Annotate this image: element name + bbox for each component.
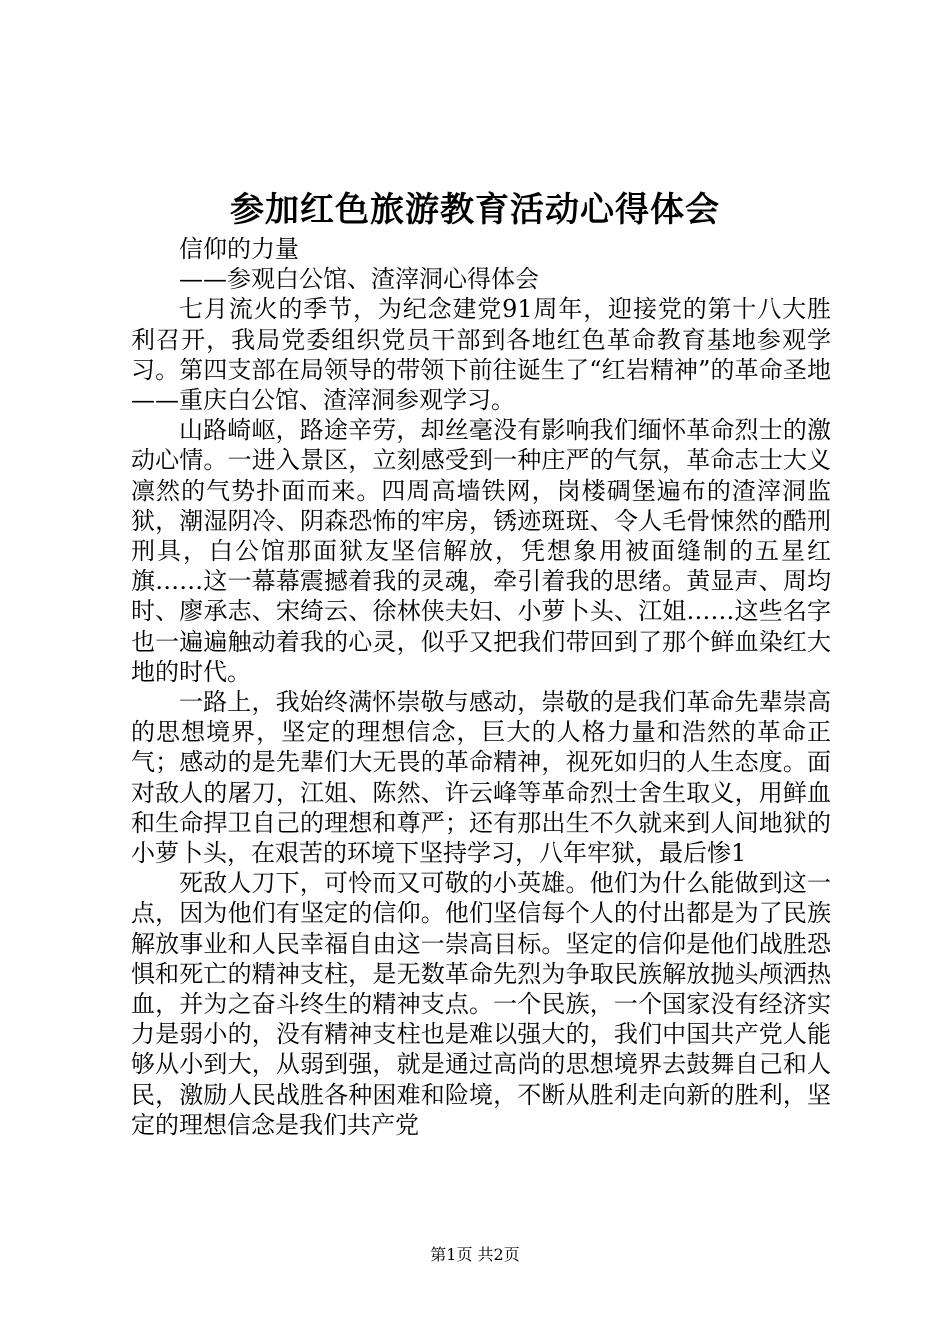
document-body — [131, 234, 831, 1140]
body-paragraph: 一路上，我始终满怀崇敬与感动，崇敬的是我们革命先辈崇高的思想境界，坚定的理想信念，巨大的人格力量和浩然的革命正气；感动的是先辈们大无畏的革命精神，视死如归的人生态度。面对敌人的屠刀，江姐、陈然、许云峰等革命烈士舍生取义，用鲜血和生命捍卫自己的理想和尊严；还有那出生不久就来到人间地狱的小萝卜头，在艰苦的环境下坚持学习，八年牢狱，最后惨1 — [131, 688, 831, 868]
subtitle-paragraph: 信仰的力量 — [179, 235, 299, 263]
body-paragraph: 七月流火的季节，为纪念建党91周年，迎接党的第十八大胜利召开，我局党委组织党员干部到各地红色革命教育基地参观学习。第四支部在局领导的带领下前往诞生了“红岩精神”的革命圣地——重庆白公馆、渣滓洞参观学习。 — [131, 295, 831, 415]
page-footer: 第1页 共2页 — [430, 1245, 520, 1264]
document-title: 参加红色旅游教育活动心得体会 — [230, 190, 720, 230]
body-paragraph: 山路崎岖，路途辛劳，却丝毫没有影响我们缅怀革命烈士的激动心情。一进入景区，立刻感受到一种庄严的气氛，革命志士大义凛然的气势扑面而来。四周高墙铁网，岗楼碉堡遍布的渣滓洞监狱，潮湿阴冷、阴森恐怖的牢房，锈迹斑斑、令人毛骨悚然的酷刑刑具，白公馆那面狱友坚信解放，凭想象用被面缝制的五星红旗……这一幕幕震撼着我的灵魂，牵引着我的思绪。黄显声、周均时、廖承志、宋绮云、徐林侠夫妇、小萝卜头、江姐……这些名字也一遍遍触动着我的心灵，似乎又把我们带回到了那个鲜血染红大地的时代。 — [131, 416, 831, 686]
body-paragraph: 死敌人刀下，可怜而又可敬的小英雄。他们为什么能做到这一点，因为他们有坚定的信仰。他们坚信每个人的付出都是为了民族解放事业和人民幸福自由这一崇高目标。坚定的信仰是他们战胜恐惧和死亡的精神支柱，是无数革命先烈为争取民族解放抛头颅洒热血，并为之奋斗终生的精神支点。一个民族，一个国家没有经济实力是弱小的，没有精神支柱也是难以强大的，我们中国共产党人能够从小到大，从弱到强，就是通过高尚的思想境界去鼓舞自己和人民，激励人民战胜各种困难和险境，不断从胜利走向新的胜利，坚定的理想信念是我们共产党 — [131, 869, 831, 1139]
subheading-paragraph: ——参观白公馆、渣滓洞心得体会 — [179, 265, 539, 294]
